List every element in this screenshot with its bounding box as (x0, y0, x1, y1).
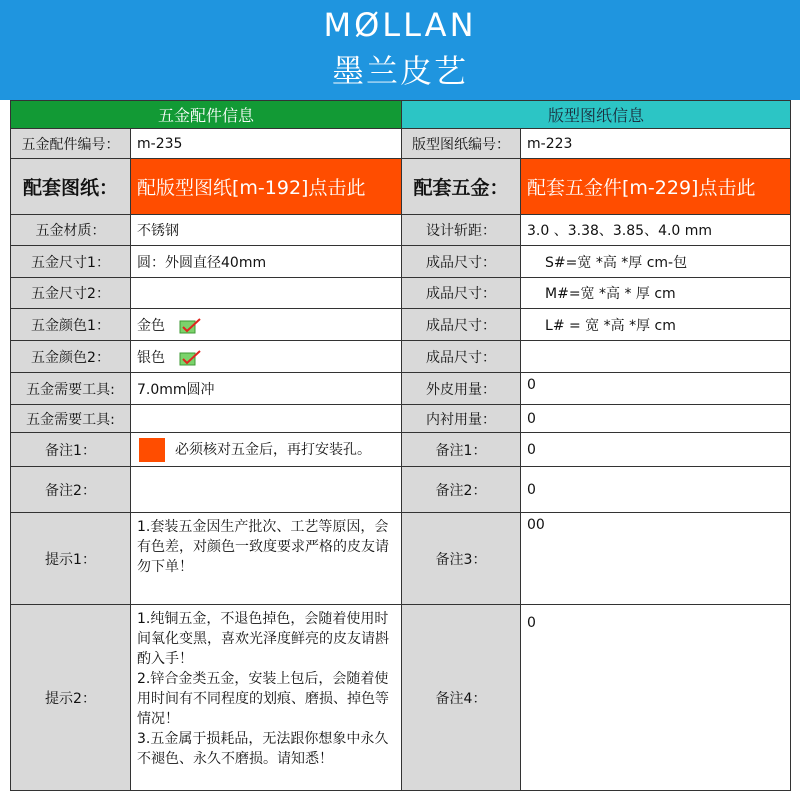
product-info-table (10, 100, 791, 791)
table-row (11, 159, 791, 215)
tip2-line2: 2.锌合金类五金，安装上包后，会随着使用时间有不同程度的划痕、磨损、掉色等情况！ (137, 671, 389, 727)
product-size-label-s: 成品尺寸： (402, 246, 521, 278)
brand-header (0, 0, 800, 100)
tool1-value: 7.0mm圆冲 (131, 373, 402, 405)
design-margin-value: 3.0 、3.38、3.85、4.0 mm (521, 215, 791, 246)
pattern-note3-value: 00 (521, 513, 791, 605)
note2-value (131, 467, 402, 513)
hardware-code-label: 五金配件编号： (11, 129, 131, 159)
checkmark-icon (179, 350, 201, 366)
table-row (11, 215, 791, 246)
product-size-l: L# = 宽 *高 *厚 cm (521, 309, 791, 341)
tip2-label: 提示2： (11, 605, 131, 791)
note1-cell (131, 433, 402, 467)
tip2-cell (131, 605, 402, 791)
pattern-section-title: 版型图纸信息 (402, 101, 791, 129)
brand-logo-cn: 墨兰皮艺 (331, 52, 468, 90)
table-row (11, 433, 791, 467)
matching-hardware-link[interactable]: 配套五金件[m-229]点击此 (521, 159, 791, 215)
table-row (11, 341, 791, 373)
tool2-label: 五金需要工具: (11, 405, 131, 433)
orange-swatch (139, 438, 165, 462)
note1-value: 必须核对五金后，再打安装孔。 (175, 441, 371, 458)
lining-usage-value: 0 (521, 405, 791, 433)
tool1-label: 五金需要工具: (11, 373, 131, 405)
tip2-line3: 3.五金属于损耗品，无法跟你想象中永久不褪色、永久不磨损。请知悉！ (137, 731, 389, 767)
section-header-row (11, 101, 791, 129)
table-row (11, 513, 791, 605)
table-row (11, 278, 791, 309)
table-row (11, 129, 791, 159)
table-row (11, 373, 791, 405)
pattern-note2-value: 0 (521, 467, 791, 513)
product-size-m: M#=宽 *高 * 厚 cm (521, 278, 791, 309)
note2-label: 备注2： (11, 467, 131, 513)
matching-hardware-label: 配套五金： (402, 159, 521, 215)
matching-pattern-link[interactable]: 配版型图纸[m-192]点击此 (131, 159, 402, 215)
tip1-value: 1.套装五金因生产批次、工艺等原因，会有色差，对颜色一致度要求严格的皮友请勿下单！ (131, 513, 402, 605)
product-size-label-extra: 成品尺寸： (402, 341, 521, 373)
table-row (11, 246, 791, 278)
design-margin-label: 设计斩距： (402, 215, 521, 246)
hardware-color1-cell (131, 309, 402, 341)
pattern-note2-label: 备注2： (402, 467, 521, 513)
table-row (11, 309, 791, 341)
hardware-color2-value: 银色 (137, 349, 165, 366)
matching-pattern-label: 配套图纸： (11, 159, 131, 215)
hardware-color2-label: 五金颜色2： (11, 341, 131, 373)
leather-usage-value: 0 (521, 373, 791, 405)
hardware-size2-value (131, 278, 402, 309)
hardware-size1-label: 五金尺寸1： (11, 246, 131, 278)
brand-logo-en: MØLLAN (323, 6, 477, 44)
product-size-s: S#=宽 *高 *厚 cm-包 (521, 246, 791, 278)
table-row (11, 405, 791, 433)
note1-label: 备注1： (11, 433, 131, 467)
tool2-value (131, 405, 402, 433)
pattern-note3-label: 备注3： (402, 513, 521, 605)
hardware-color1-label: 五金颜色1： (11, 309, 131, 341)
pattern-code-value: m-223 (521, 129, 791, 159)
hardware-code-value: m-235 (131, 129, 402, 159)
hardware-color1-value: 金色 (137, 317, 165, 334)
table-row (11, 467, 791, 513)
pattern-note1-value: 0 (521, 433, 791, 467)
material-label: 五金材质： (11, 215, 131, 246)
product-size-extra (521, 341, 791, 373)
hardware-section-title: 五金配件信息 (11, 101, 402, 129)
hardware-color2-cell (131, 341, 402, 373)
leather-usage-label: 外皮用量： (402, 373, 521, 405)
pattern-code-label: 版型图纸编号： (402, 129, 521, 159)
hardware-size2-label: 五金尺寸2： (11, 278, 131, 309)
tip2-line1: 1.纯铜五金，不退色掉色，会随着使用时间氧化变黑，喜欢光泽度鲜亮的皮友请斟酌入手！ (137, 611, 389, 667)
product-size-label-m: 成品尺寸： (402, 278, 521, 309)
material-value: 不锈钢 (131, 215, 402, 246)
pattern-note4-label: 备注4： (402, 605, 521, 791)
checkmark-icon (179, 318, 201, 334)
lining-usage-label: 内衬用量： (402, 405, 521, 433)
tip1-label: 提示1： (11, 513, 131, 605)
table-row (11, 605, 791, 791)
pattern-note4-value: 0 (521, 605, 791, 791)
pattern-note1-label: 备注1： (402, 433, 521, 467)
product-size-label-l: 成品尺寸： (402, 309, 521, 341)
hardware-size1-value: 圆：外圆直径40mm (131, 246, 402, 278)
